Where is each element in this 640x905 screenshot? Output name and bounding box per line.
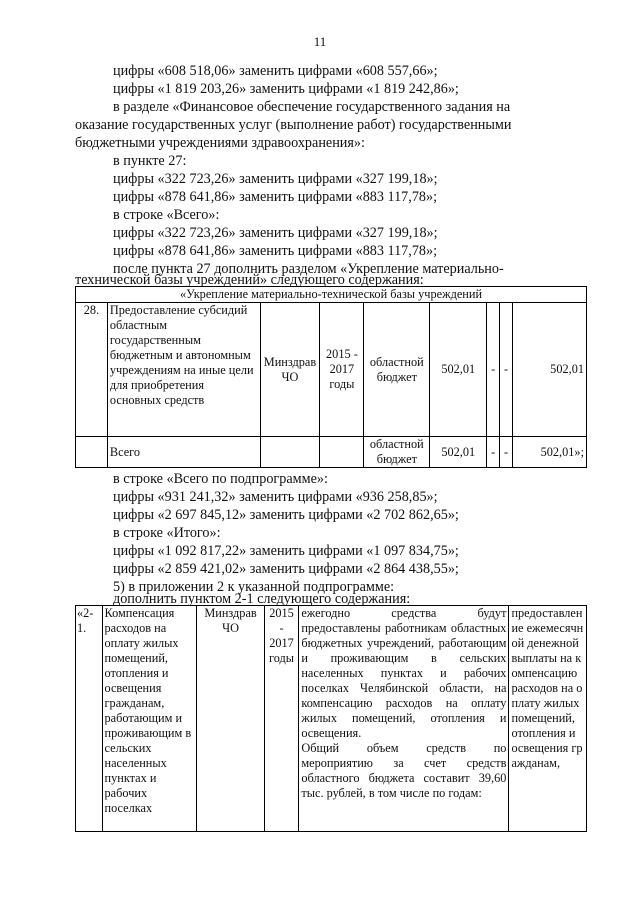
page-number: 11	[313, 34, 327, 49]
table-row	[76, 303, 587, 437]
table-row	[76, 606, 587, 832]
section-title-cell: «Укрепление материально-технической базы учреждений	[76, 287, 587, 303]
text-line: цифры «878 641,86» заменить цифрами «883 117,78»;	[113, 243, 438, 259]
text-line: цифры «322 723,26» заменить цифрами «327 199,18»;	[113, 171, 438, 187]
row-total: 502,01	[513, 303, 587, 437]
total-source: областной бюджет	[364, 437, 430, 468]
text-line: цифры «1 092 817,22» заменить цифрами «1 097 834,75»;	[113, 543, 459, 559]
table-row-total	[76, 437, 587, 468]
row-years: 2015 - 2017 годы	[264, 606, 299, 832]
total-value-2016: -	[487, 437, 500, 468]
text-line: 5) в приложении 2 к указанной подпрограмме:	[113, 579, 395, 595]
row-number: 28.	[76, 303, 108, 437]
row-description	[299, 606, 509, 832]
text-line: технической базы учреждений» следующего содержания:	[75, 272, 424, 288]
text-line: в строке «Всего по подпрограмме»:	[113, 471, 328, 487]
table-material-base	[75, 286, 587, 468]
text-line: цифры «878 641,86» заменить цифрами «883 117,78»;	[113, 189, 438, 205]
row-number: «2-1.	[76, 606, 103, 832]
row-result: предоставление ежемесячной денежной выплаты на компенсацию расходов на оплату жилых помещений, отопления и освещения гражданам,	[509, 606, 587, 832]
total-sum: 502,01»;	[513, 437, 587, 468]
text-line: цифры «1 819 203,26» заменить цифрами «1 819 242,86»;	[113, 81, 459, 97]
text-line: цифры «931 241,32» заменить цифрами «936 258,85»;	[113, 489, 438, 505]
text-line: цифры «2 859 421,02» заменить цифрами «2 864 438,55»;	[113, 561, 459, 577]
text-line: в строке «Всего»:	[113, 207, 220, 223]
table-compensation	[75, 605, 587, 832]
description-paragraph: Общий объем средств по мероприятию за счет средств областного бюджета составит 39,60 тыс. рублей, в том числе по годам:	[301, 741, 507, 800]
text-line: цифры «608 518,06» заменить цифрами «608 557,66»;	[113, 63, 438, 79]
total-value-2015: 502,01	[430, 437, 487, 468]
description-paragraph: ежегодно средства будут предоставлены работникам областных бюджетных учреждений, работающим и проживающим в сельских населенных пунктах и рабочих поселках Челябинской области, на компенсацию расходов на оплату жилых помещений, отопления и освещения.	[301, 606, 507, 740]
row-org: Минздрав ЧО	[197, 606, 264, 832]
total-label: Всего	[107, 437, 260, 468]
row-source: областной бюджет	[364, 303, 430, 437]
text-line: после пункта 27 дополнить разделом «Укрепление материально-	[113, 261, 504, 277]
row-org: Минздрав ЧО	[260, 303, 320, 437]
text-line: цифры «322 723,26» заменить цифрами «327 199,18»;	[113, 225, 438, 241]
row-value-2017: -	[500, 303, 513, 437]
text-line: дополнить пунктом 2-1 следующего содержания:	[113, 591, 411, 607]
text-line: в строке «Итого»:	[113, 525, 221, 541]
text-line: в пункте 27:	[113, 153, 187, 169]
text-line: бюджетными учреждениями здравоохранения»:	[75, 135, 365, 151]
text-line: оказание государственных услуг (выполнение работ) государственными	[75, 117, 512, 133]
total-value-2017: -	[500, 437, 513, 468]
text-line: цифры «2 697 845,12» заменить цифрами «2 702 862,65»;	[113, 507, 459, 523]
row-value-2016: -	[487, 303, 500, 437]
row-value-2015: 502,01	[430, 303, 487, 437]
row-name: Компенсация расходов на оплату жилых помещений, отопления и освещения гражданам, работающим и проживающим в сельских населенных пунктах и рабочих поселках	[102, 606, 197, 832]
row-years: 2015 - 2017 годы	[320, 303, 364, 437]
row-name: Предоставление субсидий областным государственным бюджетным и автономным учреждениям на иные цели для приобретения основных средств	[107, 303, 260, 437]
text-line: в разделе «Финансовое обеспечение государственного задания на	[113, 99, 511, 115]
